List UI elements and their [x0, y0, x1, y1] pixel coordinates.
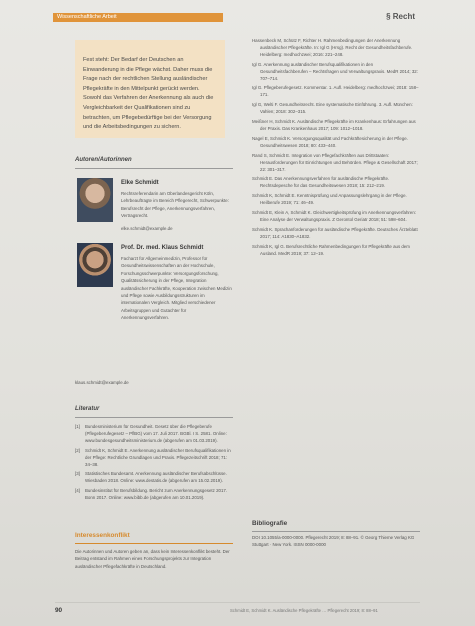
- bibliography-title: Bibliografie: [252, 520, 288, 527]
- author-bio-1: Rechtsreferendarin am Oberlandesgericht Köln, Lehrbeauftragte im Bereich Pflegerecht, Schwerpunkte: Berufsrecht der Pflege, Anerkennungsverfahren, Vertragsrecht.: [121, 191, 229, 219]
- bibliography-rule: [252, 531, 420, 532]
- author-name-1: Elke Schmidt: [121, 180, 159, 186]
- reference-item: Schmidt K, Igl G. Berufsrechtliche Rahmenbedingungen für Pflegekräfte aus dem Ausland. MedR 2019; 37: 12–19.: [252, 243, 410, 256]
- reference-item: Meißner H, Schmidt K. Ausländische Pflegekräfte im Krankenhaus: Erfahrungen aus der Praxis. Das Krankenhaus 2017; 109: 1012–1018.: [252, 119, 416, 131]
- literature-rule: [75, 417, 233, 418]
- funding-title: Interessenkonflikt: [75, 532, 130, 539]
- reference-item: Igl G. Anerkennung ausländischer Berufsqualifikationen in den Gesundheitsfachberufen – Rechtsfragen und Verwaltungspraxis. MedR 2014; 32: 707–714.: [252, 61, 418, 81]
- reference-item: Hassenbeck M, Schütz F, Richter H. Rahmenbedingungen der Anerkennung ausländischer Pflegekräfte. In: Igl G (Hrsg). Recht der Gesundheitsfachberufe. Heidelberg: medhochzwei; 2016: 221–248.: [252, 38, 413, 57]
- footer-citation: Schmidt E, Schmidt K. Ausländische Pflegekräfte … Pflegerecht 2019; 8: 88–91: [230, 608, 378, 613]
- reference-item: Igl G, Welti F. Gesundheitsrecht. Eine systematische Einführung. 3. Aufl. München: Vahlen; 2018: 302–315.: [252, 102, 413, 115]
- literature-list: [75, 423, 233, 503]
- author-email-1[interactable]: elke.schmidt@example.de: [121, 226, 173, 231]
- author-photo-2: [77, 243, 113, 287]
- authors-title: Autoren/Autorinnen: [75, 157, 132, 163]
- literature-item: [3] Statistisches Bundesamt. Anerkennung ausländischer Berufsabschlüsse. Wiesbaden 2018. Online: www.destatis.de (abgerufen am 15.02.2019).: [75, 471, 227, 484]
- author-name-2: Prof. Dr. med. Klaus Schmidt: [121, 245, 204, 251]
- section-header-bar: [53, 13, 223, 22]
- intro-box: [75, 40, 225, 138]
- reference-item: Rand S, Schmidt E. Integration von Pflegefachkräften aus Drittstaaten: Herausforderungen für Einrichtungen und Behörden. Pflege & Gesellschaft 2017; 22: 301–317.: [252, 152, 418, 172]
- author-email-2[interactable]: klaus.schmidt@example.de: [75, 380, 129, 385]
- page-number: 90: [55, 607, 63, 614]
- journal-brand: § Recht: [386, 12, 415, 21]
- literature-item: [2] Schmidt K, Schmidt E. Anerkennung ausländischer Berufsqualifikationen in der Pflege: Rechtliche Grundlagen und Praxis. Pflegezeitschrift 2018; 71: 34–38.: [75, 447, 231, 468]
- reference-item: Igl G. Pflegeberufegesetz. Kommentar. 1. Aufl. Heidelberg: medhochzwei; 2018: 158–171.: [252, 85, 419, 98]
- bibliography-text: DOI 10.1055/a-0000-0000. Pflegerecht 2019; 8: 88–91. © Georg Thieme Verlag KG Stuttgart · New York. ISSN 0000-0000: [252, 535, 415, 547]
- intro-text: Fest steht: Der Bedarf der Deutschen an Einwanderung in die Pflege wächst. Daher muss die Frage nach der rechtlichen Stellung ausländischer Pflegekräfte in den Mittelpunkt gerückt werden. Sowohl das Verfahren der Anerkennung als auch die Vergleichbarkeit der Qualifikationen sind zu betrachten, um Pflegebedürftige bei der Versorgung und die Arbeitsbedingungen zu sichern.: [83, 57, 214, 131]
- author-photo-1: [77, 178, 113, 222]
- reference-item: Schmidt K, Schmidt E. Kenntnisprüfung und Anpassungslehrgang in der Pflege. Heilberufe 2019; 71: 46–49.: [252, 193, 407, 206]
- author-bio-2: Facharzt für Allgemeinmedizin, Professor für Gesundheitswissenschaften an der Hochschule, Forschungsschwerpunkte: Versorgungsforschung, Qualitätssicherung in der Pflege, Integration ausländischer Fachkräfte, Kooperation zwischen Medizin und Pflege sowie Ausbildungsstrukturen im internationalen Vergleich. Mitglied verschiedener Arbeitsgruppen und Gutachter für Anerkennungsverfahren.: [121, 256, 232, 321]
- funding-rule: [75, 543, 233, 544]
- literature-title: Literatur: [75, 406, 100, 412]
- section-label: Wissenschaftliche Arbeit: [57, 14, 117, 20]
- authors-rule: [75, 168, 233, 169]
- reference-item: Schmidt K. Sprachanforderungen für ausländische Pflegekräfte. Deutsches Ärzteblatt 2017; 114: A1830–A1832.: [252, 226, 418, 239]
- literature-item: [1] Bundesministerium für Gesundheit. Gesetz über die Pflegeberufe (Pflegeberufegesetz – PflBG) vom 17. Juli 2017. BGBl. I S. 2581. Online: www.bundesgesundheitsministerium.de (abgerufen am 01.03.2019).: [75, 424, 227, 444]
- funding-text: Die Autorinnen und Autoren geben an, dass kein Interessenkonflikt besteht. Der Beitrag entstand im Rahmen eines Forschungsprojekts zur Integration ausländischer Pflegefachkräfte in Deutschland.: [75, 549, 230, 569]
- reference-item: Schmidt E, Klein A, Schmidt K. Gleichwertigkeitsprüfung im Anerkennungsverfahren: Eine Analyse der Verwaltungspraxis. Z Gerontol Geriatr 2018; 51: 598–604.: [252, 210, 416, 222]
- reference-item: Schmidt E. Das Anerkennungsverfahren für ausländische Pflegekräfte. Rechtsdepesche für das Gesundheitswesen 2018; 15: 212–219.: [252, 176, 390, 189]
- footer-rule: [55, 602, 420, 603]
- reference-list: [252, 38, 420, 260]
- reference-item: Nagel E, Schmidt K. Versorgungsqualität und Fachkräftesicherung in der Pflege. Gesundheitswesen 2018; 80: 433–440.: [252, 135, 408, 148]
- literature-item: [4] Bundesinstitut für Berufsbildung. Bericht zum Anerkennungsgesetz 2017. Bonn 2017. Online: www.bibb.de (abgerufen am 10.01.2019).: [75, 487, 228, 500]
